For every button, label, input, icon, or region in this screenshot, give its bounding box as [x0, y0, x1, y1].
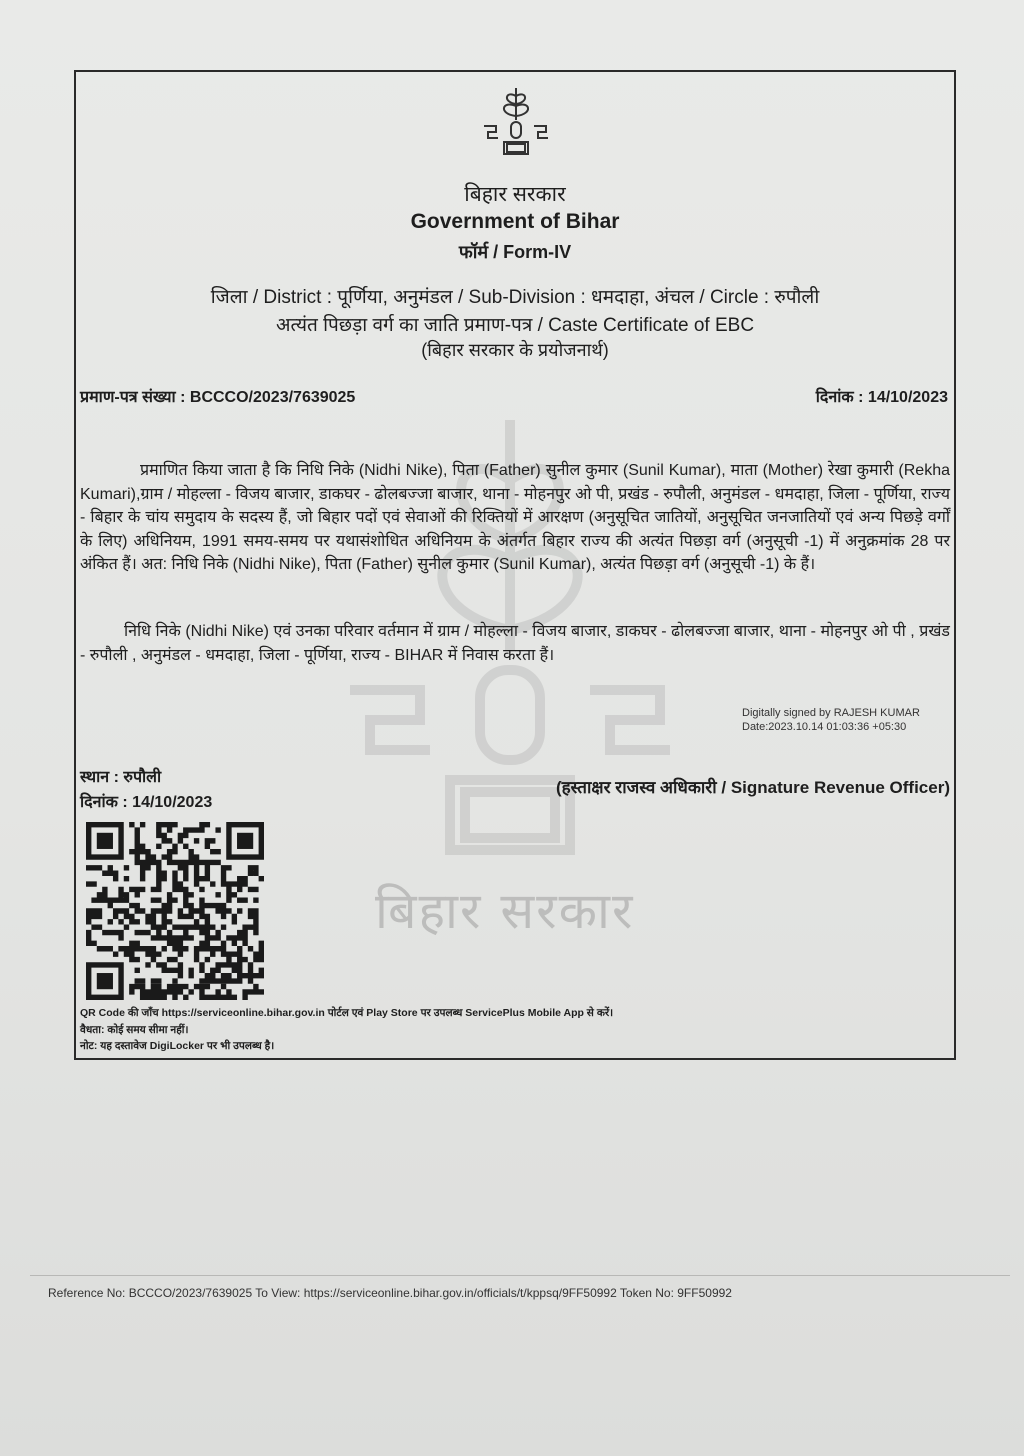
district-line: जिला / District : पूर्णिया, अनुमंडल / Sub-Division : धमदाहा, अंचल / Circle : रुपौली	[210, 287, 820, 308]
footer-divider	[30, 1275, 1010, 1276]
para2-text: निधि निके (Nidhi Nike) एवं उनका परिवार वर्तमान में ग्राम / मोहल्ला - विजय बाजार, डाकघर - ढोलबज्जा बाजार, थाना - मोहनपुर ओ पी , प्रखंड - रुपौली , अनुमंडल - धमदाहा, जिला - पूर्णिया, राज्य - BIHAR में निवास करता हैं।	[80, 623, 950, 664]
issue-date: दिनांक : 14/10/2023	[80, 794, 213, 811]
govt-hindi-title: बिहार सरकार	[464, 183, 566, 206]
digital-signature-date: Date:2023.10.14 01:03:36 +05:30	[742, 721, 907, 733]
certificate-body-paragraph-2	[80, 620, 950, 667]
issue-place: स्थान : रुपौली	[80, 769, 162, 786]
watermark-text: बिहार सरकार	[375, 882, 635, 940]
bihar-emblem-icon	[480, 84, 552, 158]
certificate-number: प्रमाण-पत्र संख्या : BCCCO/2023/7639025	[80, 389, 356, 406]
signature-label: (हस्ताक्षर राजस्व अधिकारी / Signature Revenue Officer)	[555, 778, 950, 797]
certificate-title: अत्यंत पिछड़ा वर्ग का जाति प्रमाण-पत्र / Caste Certificate of EBC	[275, 315, 755, 336]
para1-text: प्रमाणित किया जाता है कि निधि निके (Nidhi Nike), पिता (Father) सुनील कुमार (Sunil Kumar), माता (Mother) रेखा कुमारी (Rekha Kumari),ग्राम / मोहल्ला - विजय बाजार, डाकघर - ढोलबज्जा बाजार, थाना - मोहनपुर ओ पी, प्रखंड - रुपौली, अनुमंडल - धमदाहा, जिला - पूर्णिया, राज्य - बिहार के चांय समुदाय के सदस्य हैं, जो बिहार पदों एवं सेवाओं की रिक्तियों में आरक्षण (अनुसूचित जातियों, अनुसूचित जनजातियों एवं अन्य पिछड़े वर्गों के लिए) अधिनियम, 1991 समय-समय पर यथासंशोधित अधिनियम के अंतर्गत बिहार राज्य की अत्यंत पिछड़ा वर्ग (अनुसूची -1) में अनुक्रमांक 28 पर अंकित हैं। अत: निधि निके (Nidhi Nike), पिता (Father) सुनील कुमार (Sunil Kumar), अत्यंत पिछड़ा वर्ग (अनुसूची -1) के हैं।	[80, 462, 950, 574]
certificate-body-paragraph-1	[80, 459, 950, 577]
qr-note-digilocker: नोट: यह दस्तावेज DigiLocker पर भी उपलब्ध है।	[80, 1040, 275, 1052]
govt-english-title: Government of Bihar	[410, 210, 620, 233]
form-number: फॉर्म / Form-IV	[458, 242, 572, 262]
digital-signature-name: Digitally signed by RAJESH KUMAR	[742, 707, 920, 719]
footer-reference: Reference No: BCCCO/2023/7639025 To View: https://serviceonline.bihar.gov.in/officials/t/kppsq/9FF50992 Token No: 9FF50992	[48, 1286, 732, 1300]
qr-code-icon	[86, 822, 264, 1000]
certificate-date: दिनांक : 14/10/2023	[815, 389, 948, 406]
qr-note-verify: QR Code की जाँच https://serviceonline.bihar.gov.in पोर्टल एवं Play Store पर उपलब्ध ServicePlus Mobile App से करें।	[80, 1007, 614, 1019]
certificate-purpose: (बिहार सरकार के प्रयोजनार्थ)	[421, 340, 609, 360]
digital-signature-block	[742, 706, 920, 734]
qr-note-validity: वैधता: कोई समय सीमा नहीं।	[80, 1024, 189, 1036]
